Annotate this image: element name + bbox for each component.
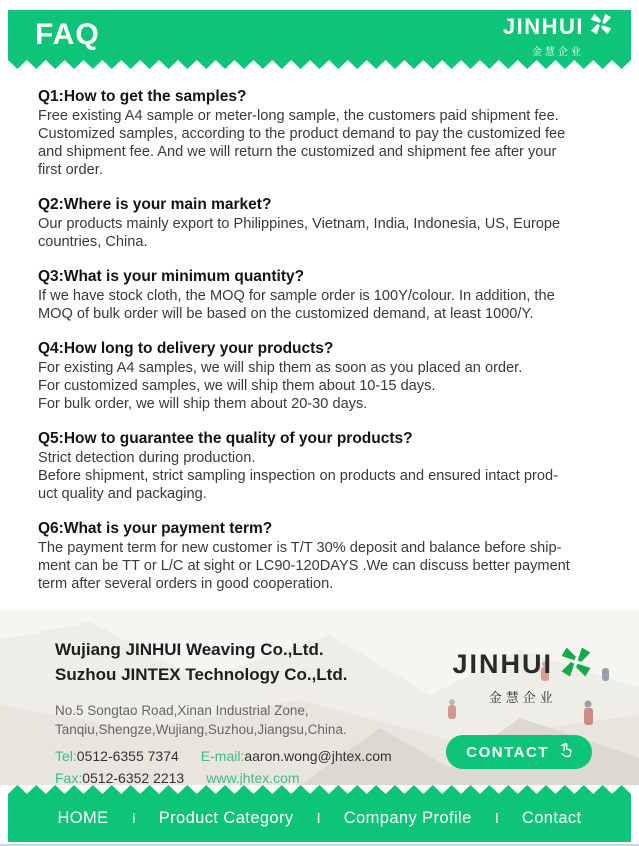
nav-separator: I (316, 809, 321, 827)
faq-question: Q6:What is your payment term? (38, 520, 273, 537)
faq-answer: Free existing A4 sample or meter-long sample, the customers paid shipment fee. Customized samples, according to the product demand to pay the customized fee and shipment fee. And we will return the customized and shipment fee after your first order. (38, 108, 566, 178)
contact-button-label: CONTACT (466, 743, 549, 761)
website-link[interactable]: www.jhtex.com (206, 769, 300, 785)
faq-question: Q4:How long to delivery your products? (38, 340, 334, 357)
footer-company-info (55, 637, 392, 785)
faq-answer: The payment term for new customer is T/T 30% deposit and balance before ship- ment can be TT or L/C at sight or LC90-120DAYS .We can discuss better payment term after several orders in good cooperation. (38, 540, 570, 592)
clover-pinwheel-icon (589, 12, 613, 41)
faq-answer: Strict detection during production. Before shipment, strict sampling inspection on products and ensured intact prod- uct quality and packaging. (38, 450, 558, 502)
faq-page (0, 10, 639, 846)
faq-item-q6 (38, 519, 611, 593)
page-title: FAQ (35, 18, 100, 51)
bottom-nav (8, 794, 631, 842)
faq-item-q5 (38, 429, 611, 503)
faq-answer: If we have stock cloth, the MOQ for sample order is 100Y/colour. In addition, the MOQ of bulk order will be based on the customized demand, at least 1000/Y. (38, 288, 555, 322)
faq-item-q3 (38, 267, 611, 323)
header-bar (8, 10, 631, 60)
footer-brand-logo (452, 645, 593, 706)
company-name-1: Wujiang JINHUI Weaving Co.,Ltd. (55, 640, 324, 659)
fax-label: Fax: (55, 769, 83, 785)
faq-item-q4 (38, 339, 611, 413)
faq-list (0, 69, 639, 593)
tel-label: Tel: (55, 748, 77, 764)
clover-pinwheel-icon (559, 645, 593, 684)
nav-item-contact[interactable]: Contact (521, 808, 582, 827)
faq-question: Q2:Where is your main market? (38, 196, 272, 213)
fax-web-row (55, 768, 392, 786)
footer (0, 610, 639, 785)
company-address: No.5 Songtao Road,Xinan Industrial Zone, Tanqiu,Shengze,Wujiang,Suzhou,Jiangsu,China. (55, 703, 347, 737)
faq-answer: For existing A4 samples, we will ship them as soon as you placed an order. For customized samples, we will ship them about 10-15 days. For bulk order, we will ship them about 20-30 days. (38, 360, 523, 412)
footer-brand-subtitle: 金慧企业 (488, 690, 557, 705)
tel-email-row (55, 746, 392, 768)
email-link[interactable]: aaron.wong@jhtex.com (244, 748, 392, 764)
nav-item-home[interactable]: HOME (57, 808, 109, 827)
faq-question: Q1:How to get the samples? (38, 88, 247, 105)
faq-question: Q3:What is your minimum quantity? (38, 268, 305, 285)
brand-name: JINHUI (502, 13, 584, 39)
contact-details (55, 746, 392, 785)
email-label: E-mail: (200, 748, 245, 764)
faq-item-q2 (38, 195, 611, 251)
faq-question: Q5:How to guarantee the quality of your products? (38, 430, 413, 447)
hand-tap-icon (557, 741, 576, 764)
nav-separator: I (494, 809, 499, 827)
header-zigzag-edge (8, 60, 631, 69)
contact-button[interactable] (446, 735, 592, 769)
faq-answer: Our products mainly export to Philippines, Vietnam, India, Indonesia, US, Europe countries, China. (38, 216, 561, 250)
nav-separator: I (131, 809, 136, 827)
page-bottom-edge (0, 842, 639, 846)
brand-subtitle: 金慧企业 (531, 47, 584, 58)
nav-item-product-category[interactable]: Product Category (158, 808, 294, 827)
footer-brand-name: JINHUI (452, 649, 553, 679)
bottom-zigzag-edge (8, 785, 631, 794)
brand-logo (503, 12, 613, 58)
fax-value: 0512-6352 2213 (82, 769, 185, 785)
nav-item-company-profile[interactable]: Company Profile (343, 808, 472, 827)
header (8, 10, 631, 60)
company-name-2: Suzhou JINTEX Technology Co.,Ltd. (55, 665, 348, 684)
tel-value: 0512-6355 7374 (76, 748, 179, 764)
faq-item-q1 (38, 87, 611, 179)
